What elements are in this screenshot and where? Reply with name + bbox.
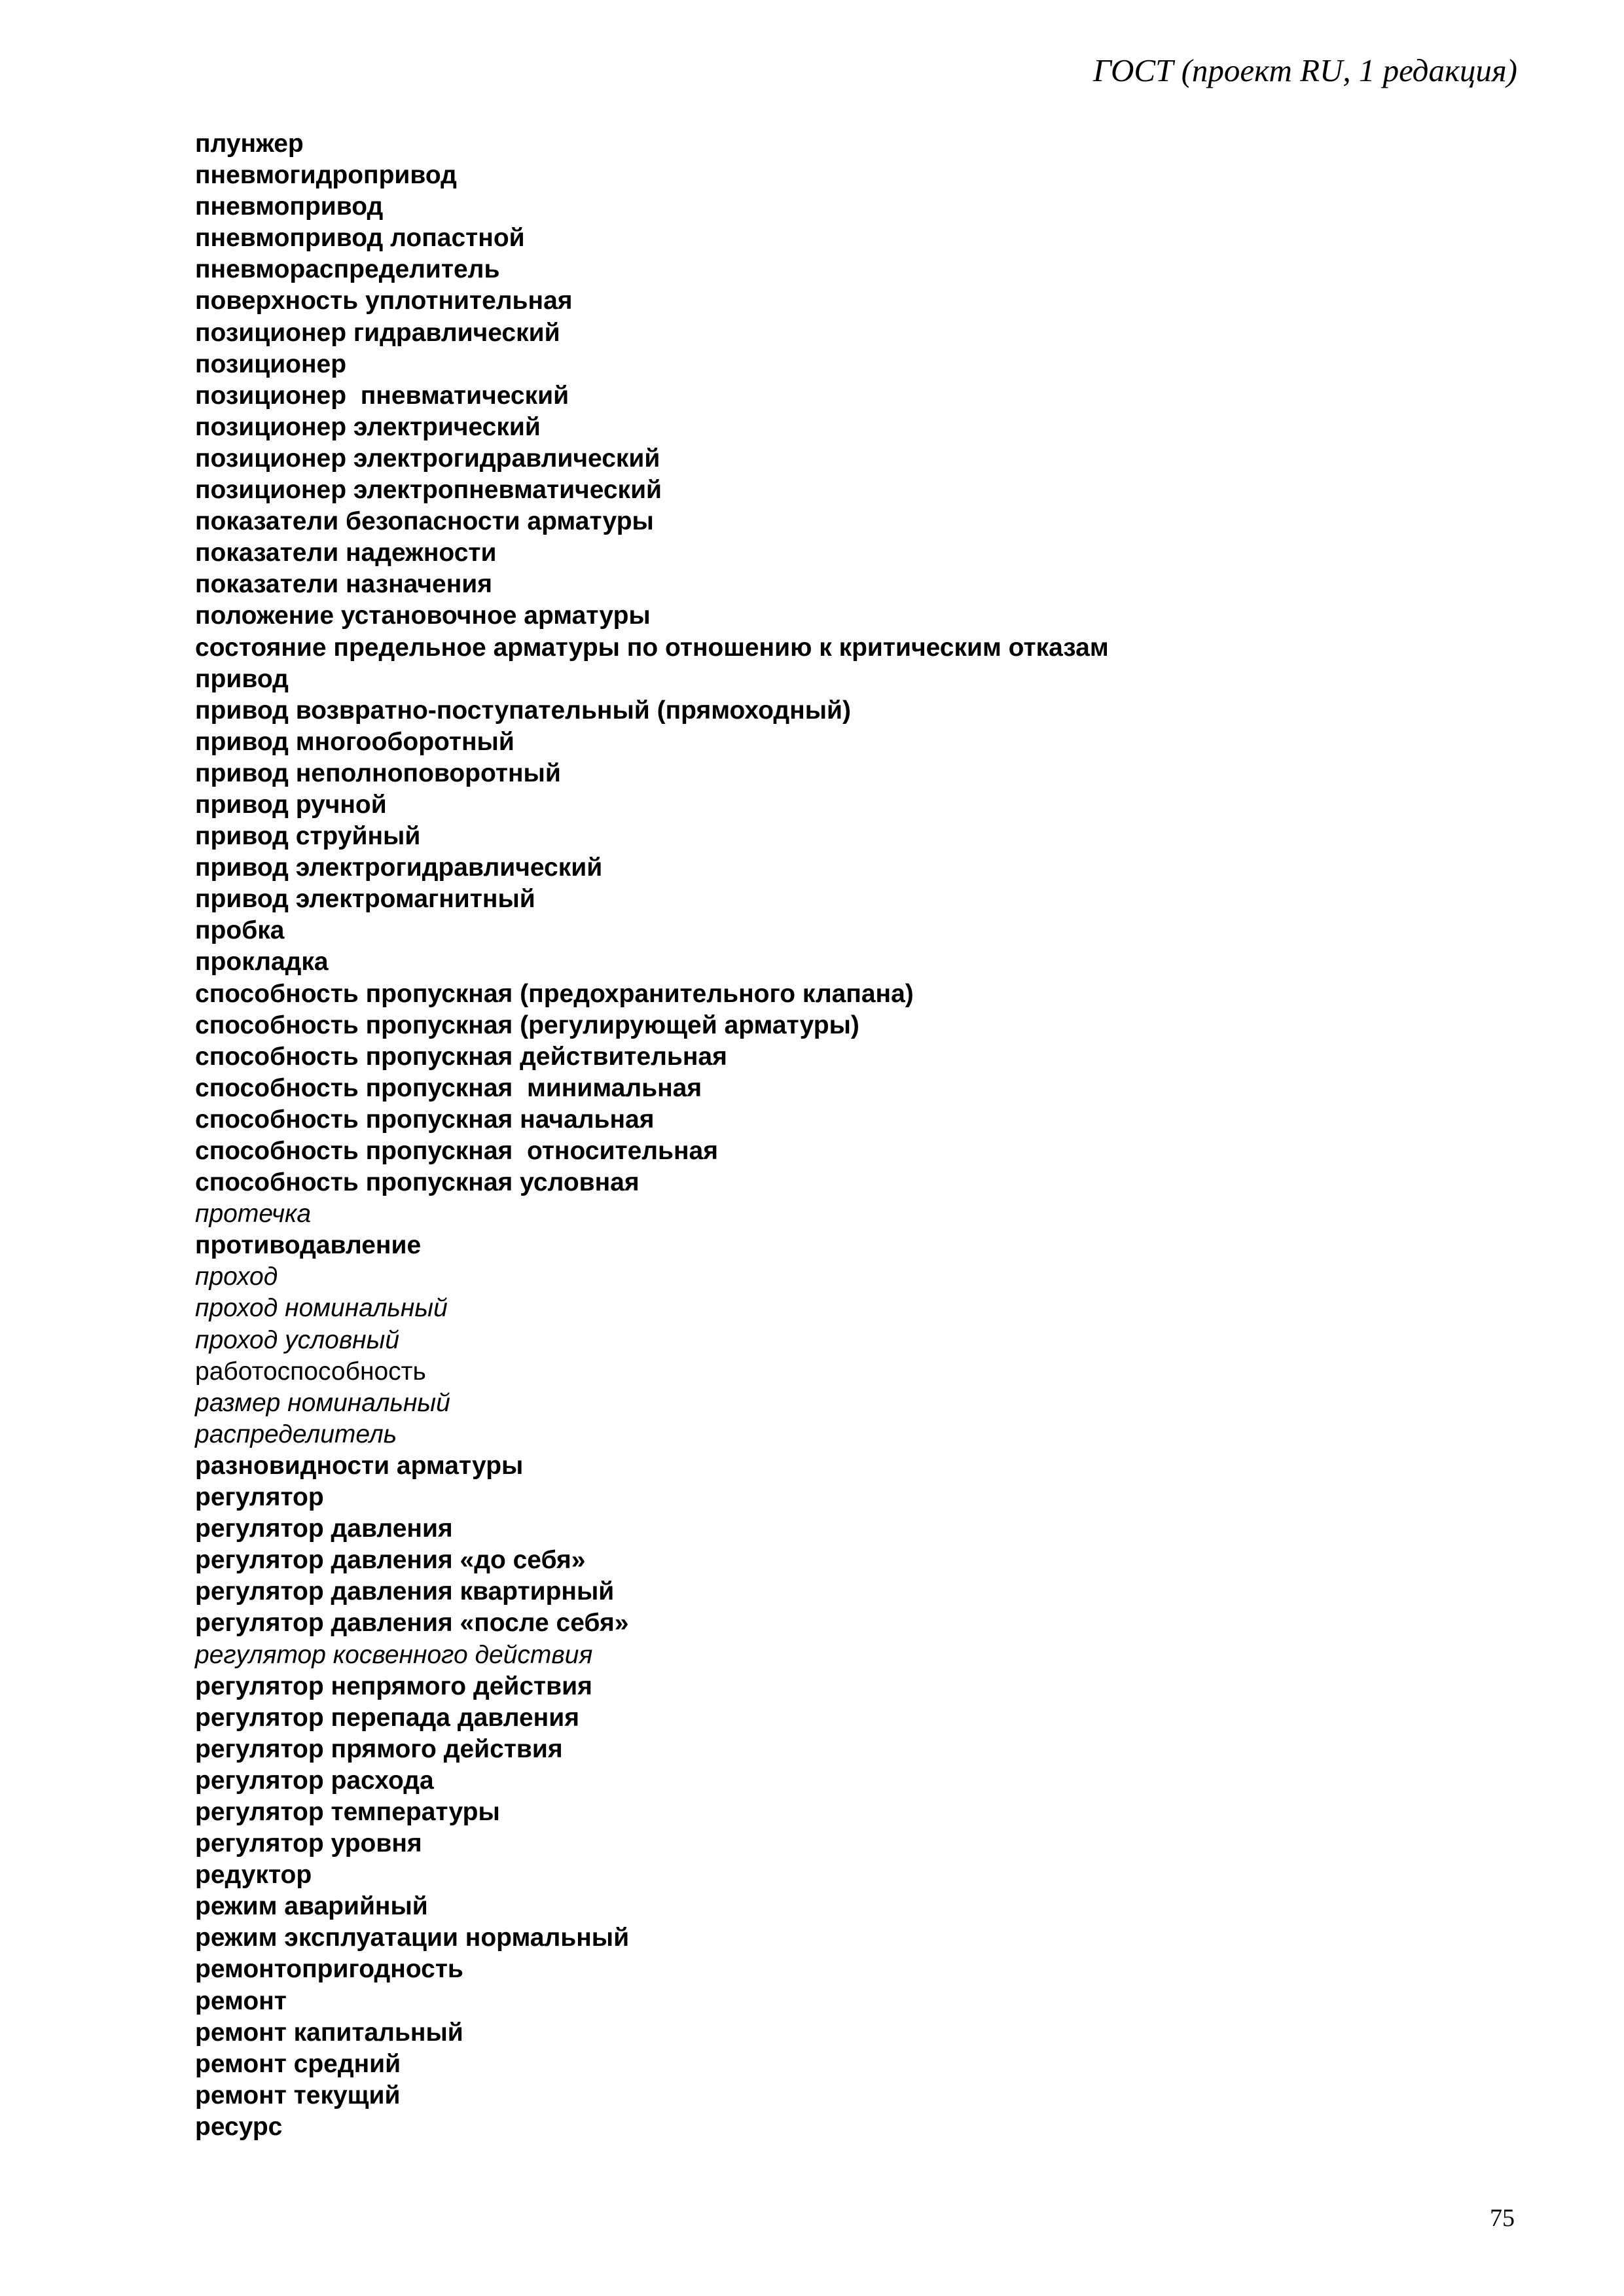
term-item: проход номинальный <box>195 1294 448 1323</box>
term-item: ремонт текущий <box>195 2081 401 2109</box>
term-item: регулятор расхода <box>195 1766 434 1795</box>
term-item: позиционер гидравлический <box>195 318 560 347</box>
term-item: регулятор температуры <box>195 1797 500 1826</box>
term-item: способность пропускная относительная <box>195 1137 719 1165</box>
term-item: поверхность уплотнительная <box>195 287 573 315</box>
term-item: позиционер <box>195 350 347 378</box>
page-number: 75 <box>1490 2204 1515 2232</box>
term-item: показатели надежности <box>195 539 497 567</box>
term-item: позиционер электрогидравлический <box>195 444 660 473</box>
term-item: ремонт <box>195 1986 287 2015</box>
term-item: прокладка <box>195 948 329 977</box>
term-item: способность пропускная (предохранительного клапана) <box>195 979 914 1008</box>
term-item: положение установочное арматуры <box>195 601 651 630</box>
term-item: состояние предельное арматуры по отношению к критическим отказам <box>195 633 1109 662</box>
term-item: плунжер <box>195 130 304 158</box>
term-item: привод неполноповоротный <box>195 759 561 787</box>
term-item: привод <box>195 664 289 693</box>
term-item: пневмопривод <box>195 192 384 221</box>
term-item: позиционер электропневматический <box>195 476 662 505</box>
term-item: регулятор прямого действия <box>195 1734 563 1763</box>
term-item: пневмогидропривод <box>195 161 457 190</box>
term-item: ресурс <box>195 2112 283 2141</box>
term-item: ремонт капитальный <box>195 2018 463 2047</box>
term-item: позиционер электрический <box>195 412 541 441</box>
term-item: привод электромагнитный <box>195 885 535 914</box>
term-item: привод струйный <box>195 822 421 851</box>
term-item: ремонтопригодность <box>195 1955 463 1984</box>
term-item: разновидности арматуры <box>195 1451 524 1480</box>
term-item: регулятор перепада давления <box>195 1703 579 1732</box>
page-header: ГОСТ (проект RU, 1 редакция) <box>1092 52 1517 88</box>
term-item: привод возвратно-поступательный (прямоходный) <box>195 696 852 725</box>
term-item: пневмопривод лопастной <box>195 224 525 253</box>
term-list <box>195 128 1109 2143</box>
term-item: размер номинальный <box>195 1388 450 1417</box>
term-item: проход <box>195 1263 278 1291</box>
term-item: пневмораспределитель <box>195 255 500 284</box>
term-item: регулятор <box>195 1483 324 1512</box>
term-item: показатели безопасности арматуры <box>195 507 654 536</box>
term-item: регулятор давления квартирный <box>195 1577 615 1606</box>
term-item: регулятор косвенного действия <box>195 1640 593 1669</box>
term-item: показатели назначения <box>195 570 493 599</box>
term-item: противодавление <box>195 1231 422 1260</box>
term-item: протечка <box>195 1200 312 1229</box>
term-item: способность пропускная действительная <box>195 1042 727 1071</box>
term-item: способность пропускная начальная <box>195 1105 655 1134</box>
term-item: регулятор уровня <box>195 1829 422 1858</box>
term-item: привод многооборотный <box>195 727 514 756</box>
term-item: работоспособность <box>195 1357 426 1386</box>
term-item: регулятор давления «до себя» <box>195 1546 586 1575</box>
term-item: режим аварийный <box>195 1892 428 1921</box>
term-item: режим эксплуатации нормальный <box>195 1924 630 1952</box>
term-item: ремонт средний <box>195 2049 401 2078</box>
term-item: способность пропускная условная <box>195 1168 640 1197</box>
term-item: способность пропускная минимальная <box>195 1073 702 1102</box>
term-item: регулятор давления <box>195 1515 453 1543</box>
term-item: распределитель <box>195 1420 397 1448</box>
term-item: регулятор непрямого действия <box>195 1672 592 1700</box>
term-item: регулятор давления «после себя» <box>195 1609 629 1638</box>
term-item: пробка <box>195 916 285 945</box>
term-item: привод ручной <box>195 790 387 819</box>
term-item: привод электрогидравлический <box>195 853 603 882</box>
term-item: проход условный <box>195 1325 400 1354</box>
term-item: способность пропускная (регулирующей арматуры) <box>195 1011 859 1039</box>
term-item: позиционер пневматический <box>195 381 569 410</box>
term-item: редуктор <box>195 1861 312 1890</box>
